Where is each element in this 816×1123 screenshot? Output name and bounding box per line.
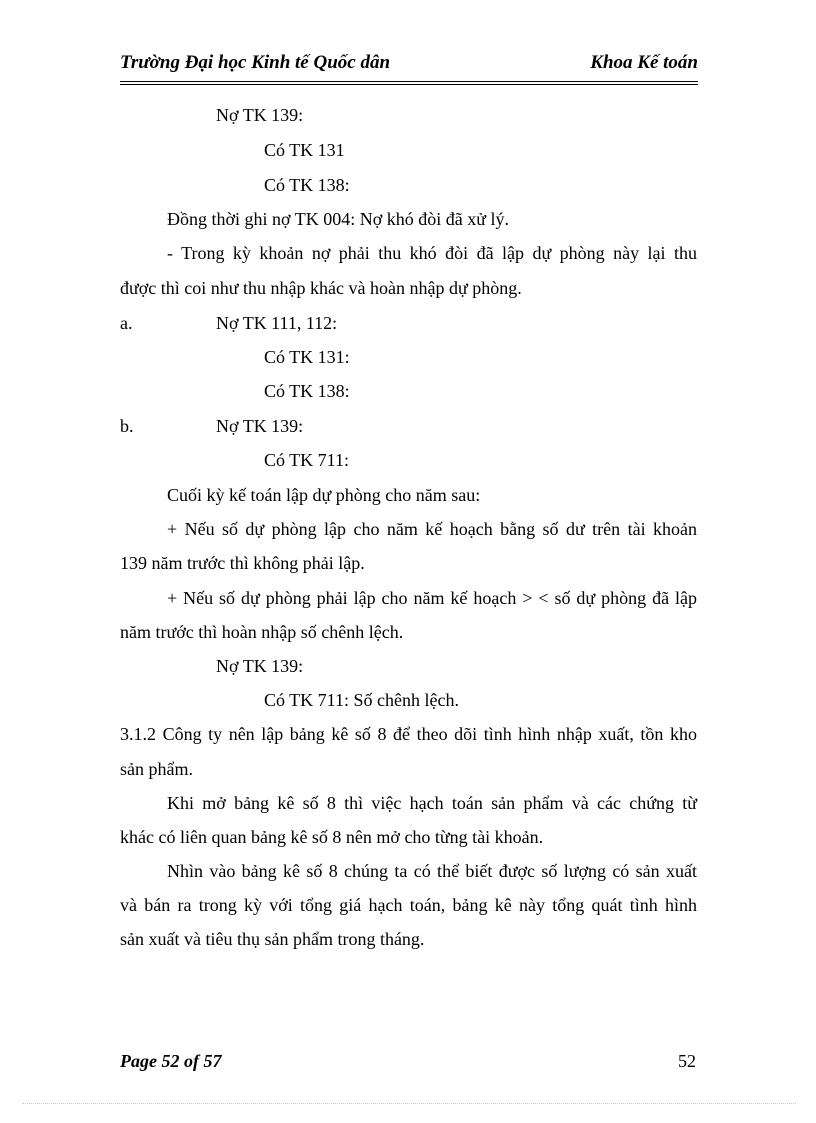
paragraph-line: + Nếu số dự phòng lập cho năm kế hoạch bằng số dư trên tài khoản [167, 519, 697, 539]
paragraph-line: - Trong kỳ khoản nợ phải thu khó đòi đã lập dự phòng này lại thu [167, 243, 697, 263]
footer-page-label: Page 52 of 57 [120, 1051, 222, 1071]
page-bottom-divider [22, 1103, 796, 1104]
header-rule-top [120, 81, 698, 82]
paragraph-line: Nhìn vào bảng kê số 8 chúng ta có thể biết được số lượng có sản xuất [167, 861, 697, 881]
entry-credit-711: Có TK 711: [264, 450, 350, 470]
section-heading-3-1-2: 3.1.2 Công ty nên lập bảng kê số 8 để theo dõi tình hình nhập xuất, tồn kho [120, 724, 697, 744]
entry-credit-138: Có TK 138: [264, 381, 350, 401]
entry-debit-139: Nợ TK 139: [216, 416, 304, 436]
footer-page-number: 52 [678, 1051, 696, 1071]
entry-credit-131: Có TK 131 [264, 140, 345, 160]
entry-credit-138: Có TK 138: [264, 175, 350, 195]
paragraph-line: + Nếu số dự phòng phải lập cho năm kế hoạch > < số dự phòng đã lập [167, 588, 697, 608]
entry-debit-111-112: Nợ TK 111, 112: [216, 313, 338, 333]
header-university: Trường Đại học Kinh tế Quốc dân [120, 52, 391, 73]
header-faculty: Khoa Kế toán [590, 52, 698, 73]
paragraph-line: sản phẩm. [120, 759, 193, 779]
paragraph-line: khác có liên quan bảng kê số 8 nên mở cho từng tài khoản. [120, 827, 544, 847]
entry-debit-139: Nợ TK 139: [216, 105, 304, 125]
list-marker-a: a. [120, 313, 133, 333]
paragraph-line: năm trước thì hoàn nhập số chênh lệch. [120, 622, 404, 642]
paragraph-line: Đồng thời ghi nợ TK 004: Nợ khó đòi đã xử lý. [167, 209, 509, 229]
list-marker-b: b. [120, 416, 134, 436]
entry-debit-139: Nợ TK 139: [216, 656, 304, 676]
paragraph-line: và bán ra trong kỳ với tổng giá hạch toán, bảng kê này tổng quát tình hình [120, 895, 697, 915]
paragraph-line: được thì coi như thu nhập khác và hoàn nhập dự phòng. [120, 278, 522, 298]
paragraph-line: Cuối kỳ kế toán lập dự phòng cho năm sau: [167, 485, 481, 505]
page-header [120, 52, 698, 78]
paragraph-line: Khi mở bảng kê số 8 thì việc hạch toán sản phẩm và các chứng từ [167, 793, 697, 813]
paragraph-line: 139 năm trước thì không phải lập. [120, 553, 365, 573]
paragraph-line: sản xuất và tiêu thụ sản phẩm trong tháng. [120, 929, 425, 949]
entry-credit-711: Có TK 711: Số chênh lệch. [264, 690, 459, 710]
entry-credit-131: Có TK 131: [264, 347, 350, 367]
header-rule-bottom [120, 84, 698, 85]
